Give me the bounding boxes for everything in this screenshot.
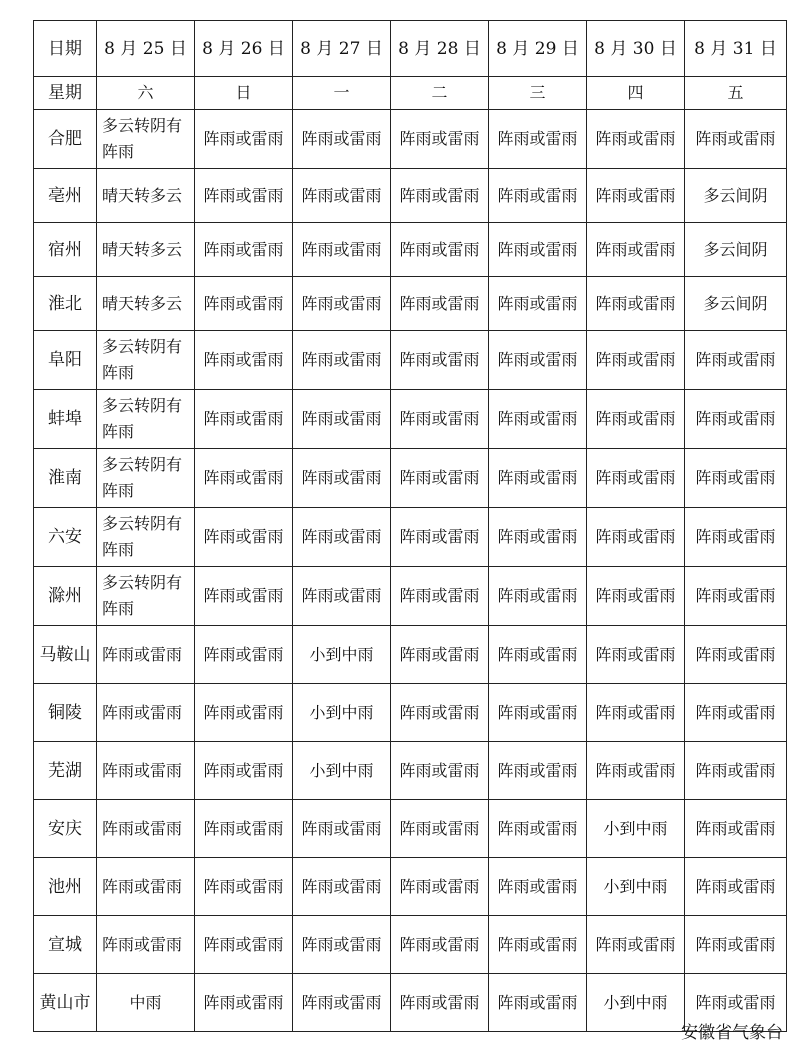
forecast-cell: 阵雨或雷雨 [685, 567, 787, 626]
forecast-cell: 阵雨或雷雨 [293, 916, 391, 974]
city-row [34, 508, 787, 567]
forecast-cell: 阵雨或雷雨 [97, 916, 195, 974]
forecast-cell: 阵雨或雷雨 [391, 508, 489, 567]
forecast-cell: 多云间阴 [685, 169, 787, 223]
forecast-cell: 阵雨或雷雨 [489, 169, 587, 223]
city-row [34, 169, 787, 223]
weekday-cell: 五 [685, 77, 787, 110]
forecast-cell: 阵雨或雷雨 [195, 110, 293, 169]
forecast-cell: 小到中雨 [587, 800, 685, 858]
date-header: 日期 [34, 21, 97, 77]
forecast-cell: 小到中雨 [293, 742, 391, 800]
forecast-cell: 阵雨或雷雨 [587, 169, 685, 223]
forecast-cell: 阵雨或雷雨 [685, 626, 787, 684]
forecast-cell: 阵雨或雷雨 [195, 684, 293, 742]
date-row [34, 21, 787, 77]
forecast-cell: 阵雨或雷雨 [391, 800, 489, 858]
city-row [34, 974, 787, 1032]
city-name: 安庆 [34, 800, 97, 858]
city-row [34, 742, 787, 800]
forecast-cell: 阵雨或雷雨 [97, 858, 195, 916]
forecast-cell: 阵雨或雷雨 [293, 223, 391, 277]
forecast-cell: 阵雨或雷雨 [391, 169, 489, 223]
forecast-cell: 阵雨或雷雨 [391, 223, 489, 277]
forecast-cell: 阵雨或雷雨 [489, 916, 587, 974]
forecast-cell: 阵雨或雷雨 [489, 277, 587, 331]
date-cell: 8 月 25 日 [97, 21, 195, 77]
forecast-cell: 多云转阴有阵雨 [97, 331, 195, 390]
forecast-cell: 阵雨或雷雨 [587, 449, 685, 508]
forecast-cell: 阵雨或雷雨 [195, 916, 293, 974]
city-name: 黄山市 [34, 974, 97, 1032]
city-name: 六安 [34, 508, 97, 567]
forecast-cell: 阵雨或雷雨 [195, 169, 293, 223]
forecast-cell: 阵雨或雷雨 [293, 449, 391, 508]
city-name: 合肥 [34, 110, 97, 169]
city-name: 池州 [34, 858, 97, 916]
forecast-cell: 阵雨或雷雨 [391, 331, 489, 390]
forecast-cell: 阵雨或雷雨 [489, 567, 587, 626]
forecast-cell: 阵雨或雷雨 [97, 626, 195, 684]
forecast-cell: 阵雨或雷雨 [391, 449, 489, 508]
weekday-cell: 一 [293, 77, 391, 110]
forecast-cell: 阵雨或雷雨 [489, 223, 587, 277]
date-cell: 8 月 27 日 [293, 21, 391, 77]
date-cell: 8 月 28 日 [391, 21, 489, 77]
source-label: 安徽省气象台 [681, 1023, 783, 1043]
forecast-cell: 阵雨或雷雨 [293, 277, 391, 331]
forecast-cell: 阵雨或雷雨 [489, 974, 587, 1032]
forecast-cell: 阵雨或雷雨 [587, 916, 685, 974]
city-name: 阜阳 [34, 331, 97, 390]
forecast-cell: 多云转阴有阵雨 [97, 567, 195, 626]
forecast-table [33, 20, 787, 1032]
city-row [34, 567, 787, 626]
forecast-cell: 阵雨或雷雨 [97, 684, 195, 742]
forecast-cell: 阵雨或雷雨 [587, 277, 685, 331]
forecast-cell: 阵雨或雷雨 [489, 800, 587, 858]
city-name: 淮北 [34, 277, 97, 331]
weekday-cell: 二 [391, 77, 489, 110]
forecast-cell: 阵雨或雷雨 [489, 110, 587, 169]
forecast-cell: 阵雨或雷雨 [587, 567, 685, 626]
forecast-cell: 阵雨或雷雨 [97, 742, 195, 800]
forecast-cell: 多云转阴有阵雨 [97, 390, 195, 449]
city-name: 滁州 [34, 567, 97, 626]
date-cell: 8 月 26 日 [195, 21, 293, 77]
forecast-cell: 阵雨或雷雨 [391, 110, 489, 169]
forecast-cell: 阵雨或雷雨 [489, 508, 587, 567]
forecast-cell: 阵雨或雷雨 [195, 449, 293, 508]
forecast-cell: 阵雨或雷雨 [685, 110, 787, 169]
forecast-cell: 阵雨或雷雨 [587, 626, 685, 684]
weekday-cell: 六 [97, 77, 195, 110]
city-name: 亳州 [34, 169, 97, 223]
city-row [34, 277, 787, 331]
forecast-cell: 阵雨或雷雨 [587, 508, 685, 567]
city-name: 宿州 [34, 223, 97, 277]
forecast-cell: 晴天转多云 [97, 169, 195, 223]
forecast-cell: 阵雨或雷雨 [685, 390, 787, 449]
forecast-body [34, 21, 787, 1032]
forecast-cell: 阵雨或雷雨 [293, 390, 391, 449]
forecast-cell: 阵雨或雷雨 [391, 626, 489, 684]
forecast-cell: 多云间阴 [685, 277, 787, 331]
city-row [34, 110, 787, 169]
forecast-cell: 阵雨或雷雨 [195, 800, 293, 858]
forecast-cell: 阵雨或雷雨 [685, 974, 787, 1032]
forecast-cell: 阵雨或雷雨 [685, 800, 787, 858]
forecast-cell: 阵雨或雷雨 [685, 331, 787, 390]
forecast-cell: 阵雨或雷雨 [195, 626, 293, 684]
forecast-cell: 多云转阴有阵雨 [97, 449, 195, 508]
city-row [34, 858, 787, 916]
forecast-cell: 阵雨或雷雨 [489, 331, 587, 390]
forecast-cell: 阵雨或雷雨 [391, 974, 489, 1032]
city-name: 芜湖 [34, 742, 97, 800]
forecast-cell: 阵雨或雷雨 [685, 508, 787, 567]
forecast-cell: 阵雨或雷雨 [293, 110, 391, 169]
date-cell: 8 月 30 日 [587, 21, 685, 77]
forecast-cell: 阵雨或雷雨 [685, 742, 787, 800]
forecast-cell: 阵雨或雷雨 [391, 916, 489, 974]
city-name: 蚌埠 [34, 390, 97, 449]
forecast-cell: 阵雨或雷雨 [293, 800, 391, 858]
forecast-cell: 阵雨或雷雨 [489, 449, 587, 508]
date-cell: 8 月 29 日 [489, 21, 587, 77]
weekday-header: 星期 [34, 77, 97, 110]
forecast-cell: 阵雨或雷雨 [587, 684, 685, 742]
forecast-cell: 阵雨或雷雨 [489, 626, 587, 684]
city-row [34, 800, 787, 858]
forecast-cell: 阵雨或雷雨 [293, 331, 391, 390]
forecast-cell: 阵雨或雷雨 [489, 684, 587, 742]
forecast-cell: 多云间阴 [685, 223, 787, 277]
forecast-cell: 阵雨或雷雨 [195, 508, 293, 567]
forecast-cell: 晴天转多云 [97, 277, 195, 331]
forecast-cell: 阵雨或雷雨 [195, 277, 293, 331]
forecast-cell: 阵雨或雷雨 [97, 800, 195, 858]
forecast-cell: 阵雨或雷雨 [195, 390, 293, 449]
forecast-cell: 阵雨或雷雨 [195, 223, 293, 277]
forecast-cell: 阵雨或雷雨 [489, 742, 587, 800]
city-row [34, 684, 787, 742]
forecast-cell: 阵雨或雷雨 [685, 916, 787, 974]
forecast-cell: 阵雨或雷雨 [391, 742, 489, 800]
forecast-cell: 阵雨或雷雨 [293, 974, 391, 1032]
forecast-cell: 阵雨或雷雨 [587, 742, 685, 800]
weekday-row [34, 77, 787, 110]
forecast-cell: 阵雨或雷雨 [195, 858, 293, 916]
forecast-cell: 阵雨或雷雨 [195, 567, 293, 626]
forecast-cell: 阵雨或雷雨 [587, 390, 685, 449]
forecast-cell: 阵雨或雷雨 [587, 110, 685, 169]
forecast-cell: 阵雨或雷雨 [293, 169, 391, 223]
city-row [34, 331, 787, 390]
forecast-cell: 小到中雨 [587, 858, 685, 916]
forecast-cell: 阵雨或雷雨 [391, 684, 489, 742]
weekday-cell: 三 [489, 77, 587, 110]
forecast-cell: 小到中雨 [293, 626, 391, 684]
forecast-cell: 阵雨或雷雨 [391, 858, 489, 916]
forecast-cell: 晴天转多云 [97, 223, 195, 277]
city-row [34, 390, 787, 449]
forecast-cell: 阵雨或雷雨 [391, 277, 489, 331]
city-row [34, 223, 787, 277]
forecast-cell: 阵雨或雷雨 [195, 742, 293, 800]
weekday-cell: 四 [587, 77, 685, 110]
forecast-cell: 阵雨或雷雨 [587, 331, 685, 390]
date-cell: 8 月 31 日 [685, 21, 787, 77]
forecast-cell: 阵雨或雷雨 [195, 974, 293, 1032]
city-row [34, 449, 787, 508]
city-name: 铜陵 [34, 684, 97, 742]
forecast-cell: 阵雨或雷雨 [293, 567, 391, 626]
forecast-cell: 多云转阴有阵雨 [97, 110, 195, 169]
city-name: 淮南 [34, 449, 97, 508]
city-row [34, 916, 787, 974]
forecast-cell: 阵雨或雷雨 [195, 331, 293, 390]
forecast-cell: 阵雨或雷雨 [293, 508, 391, 567]
forecast-cell: 阵雨或雷雨 [587, 223, 685, 277]
forecast-cell: 阵雨或雷雨 [489, 858, 587, 916]
forecast-cell: 中雨 [97, 974, 195, 1032]
forecast-cell: 阵雨或雷雨 [489, 390, 587, 449]
forecast-cell: 小到中雨 [293, 684, 391, 742]
city-row [34, 626, 787, 684]
forecast-cell: 多云转阴有阵雨 [97, 508, 195, 567]
city-name: 宣城 [34, 916, 97, 974]
forecast-cell: 阵雨或雷雨 [391, 390, 489, 449]
city-name: 马鞍山 [34, 626, 97, 684]
forecast-cell: 阵雨或雷雨 [685, 449, 787, 508]
forecast-cell: 阵雨或雷雨 [293, 858, 391, 916]
weekday-cell: 日 [195, 77, 293, 110]
forecast-cell: 阵雨或雷雨 [685, 858, 787, 916]
forecast-cell: 阵雨或雷雨 [391, 567, 489, 626]
forecast-cell: 阵雨或雷雨 [685, 684, 787, 742]
forecast-cell: 小到中雨 [587, 974, 685, 1032]
